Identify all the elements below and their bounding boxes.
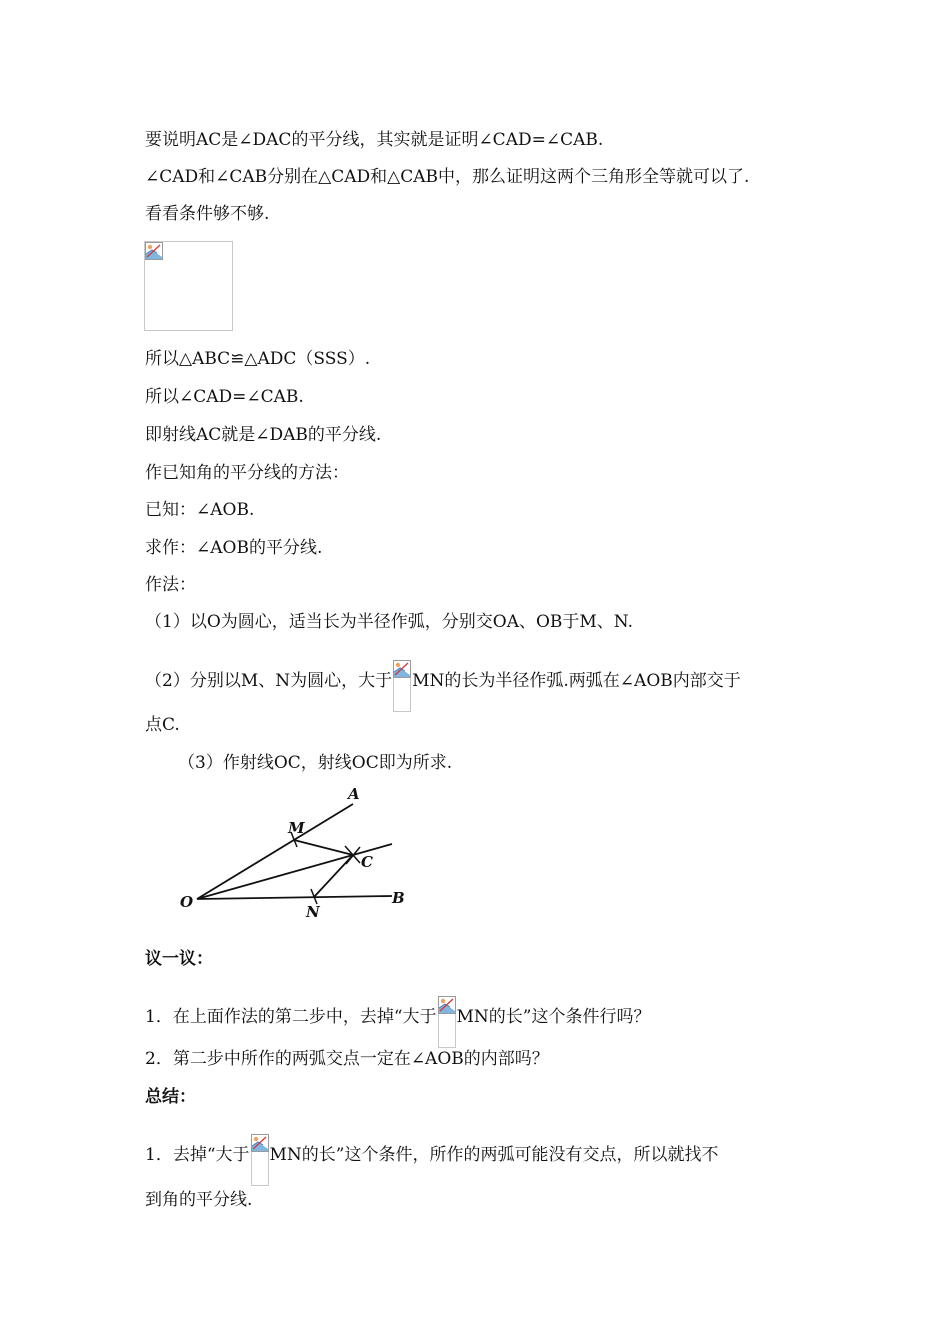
- broken-image-icon: [438, 996, 456, 1014]
- paragraph-7: 作已知角的平分线的方法：: [145, 463, 349, 483]
- discuss-question-1-part-1: 1．在上面作法的第二步中，去掉“大于: [145, 1007, 437, 1027]
- paragraph-12-part-1: （2）分别以M、N为圆心，大于: [145, 671, 393, 691]
- paragraph-5: 所以∠CAD=∠CAB.: [145, 387, 304, 407]
- discuss-question-1: [145, 996, 651, 1048]
- summary-heading: 总结：: [145, 1087, 196, 1107]
- paragraph-12-part-2: MN的长为半径作弧.两弧在∠AOB内部交于: [412, 671, 741, 691]
- ray-ob: [197, 896, 392, 899]
- label-a: A: [348, 785, 360, 803]
- paragraph-14: （3）作射线OC，射线OC即为所求.: [178, 753, 453, 773]
- paragraph-6: 即射线AC就是∠DAB的平分线.: [145, 425, 382, 445]
- fraction-image-placeholder: [393, 660, 411, 712]
- label-c: C: [361, 853, 373, 871]
- broken-image-icon: [251, 1134, 269, 1152]
- fraction-image-placeholder: [251, 1134, 269, 1186]
- label-n: N: [306, 903, 320, 921]
- paragraph-11: （1）以O为圆心，适当长为半径作弧，分别交OA、OB于M、N.: [145, 612, 633, 632]
- paragraph-2: ∠CAD和∠CAB分别在△CAD和△CAB中，那么证明这两个三角形全等就可以了.: [145, 167, 750, 187]
- broken-image-icon: [145, 242, 163, 260]
- summary-item-1-part-1: 1．去掉“大于: [145, 1145, 250, 1165]
- paragraph-4: 所以△ABC≌△ADC（SSS）.: [145, 349, 371, 369]
- summary-item-1-continued: 到角的平分线.: [145, 1190, 253, 1210]
- summary-item-1: [145, 1134, 719, 1186]
- discuss-heading: 议一议：: [145, 949, 213, 969]
- segment-mc: [294, 840, 353, 855]
- fraction-image-placeholder: [438, 996, 456, 1048]
- paragraph-10: 作法：: [145, 575, 196, 595]
- label-b: B: [392, 889, 405, 907]
- summary-item-1-part-2: MN的长”这个条件，所作的两弧可能没有交点，所以就找不: [269, 1145, 719, 1165]
- paragraph-13: 点C.: [145, 715, 180, 735]
- label-o: O: [180, 893, 194, 911]
- angle-bisector-figure: [170, 785, 410, 925]
- paragraph-12: [145, 660, 741, 712]
- discuss-question-1-part-2: MN的长”这个条件行吗？: [456, 1007, 651, 1027]
- broken-image-icon: [393, 660, 411, 678]
- broken-image-placeholder: [144, 241, 233, 331]
- label-m: M: [288, 819, 305, 837]
- paragraph-9: 求作：∠AOB的平分线.: [145, 538, 323, 558]
- paragraph-8: 已知：∠AOB.: [145, 500, 255, 520]
- paragraph-1: 要说明AC是∠DAC的平分线，其实就是证明∠CAD=∠CAB.: [145, 130, 604, 150]
- paragraph-3: 看看条件够不够.: [145, 204, 270, 224]
- discuss-question-2: 2．第二步中所作的两弧交点一定在∠AOB的内部吗？: [145, 1049, 549, 1069]
- ray-oa: [197, 804, 353, 899]
